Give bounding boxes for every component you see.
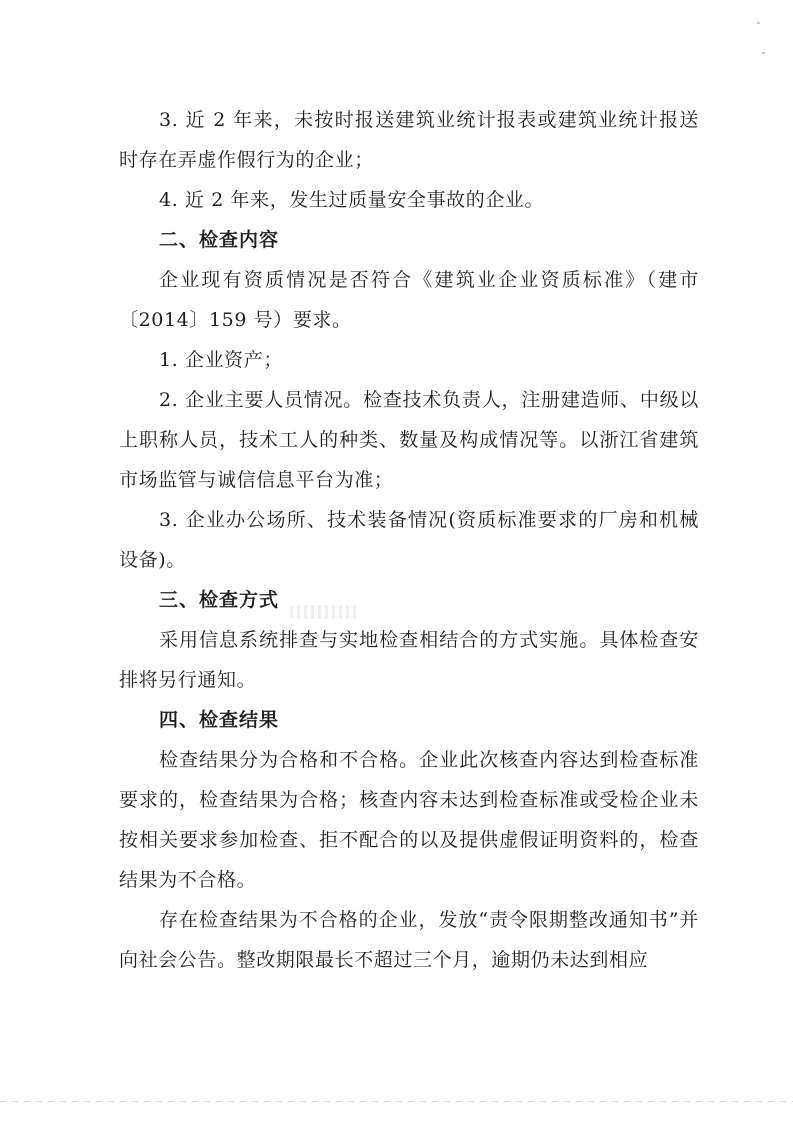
- section-heading-inspection-content: 二、检查内容: [159, 229, 280, 251]
- paragraph-assets: 1. 企业资产；: [159, 349, 283, 371]
- document-body: [119, 100, 699, 980]
- paragraph-office-equipment: 3. 企业办公场所、技术装备情况(资质标准要求的厂房和机械设备)。: [119, 509, 699, 571]
- paragraph-method: 采用信息系统排查与实地检查相结合的方式实施。具体检查安排将另行通知。: [119, 629, 699, 691]
- scan-speck: [762, 52, 765, 54]
- section-heading-inspection-method: 三、检查方式: [159, 589, 280, 611]
- paragraph-item-4: 4. 近 2 年来，发生过质量安全事故的企业。: [159, 189, 545, 211]
- paragraph-qualification-standard: 企业现有资质情况是否符合《建筑业企业资质标准》（建市〔2014〕159 号）要求。: [119, 269, 699, 331]
- section-heading-inspection-result: 四、检查结果: [159, 709, 280, 731]
- scan-edge-line: [0, 1101, 793, 1102]
- paragraph-rectification: 存在检查结果为不合格的企业，发放“责令限期整改通知书”并向社会公告。整改期限最长不超过三个月，逾期仍未达到相应: [119, 909, 699, 971]
- paragraph-result: 检查结果分为合格和不合格。企业此次核查内容达到检查标准要求的，检查结果为合格；核查内容未达到检查标准或受检企业未按相关要求参加检查、拒不配合的以及提供虚假证明资料的，检查结果为不合格。: [119, 749, 699, 891]
- scan-speck: [757, 22, 760, 24]
- paragraph-personnel: 2. 企业主要人员情况。检查技术负责人，注册建造师、中级以上职称人员，技术工人的种类、数量及构成情况等。以浙江省建筑市场监管与诚信信息平台为准；: [119, 389, 699, 491]
- paragraph-item-3: 3. 近 2 年来，未按时报送建筑业统计报表或建筑业统计报送时存在弄虚作假行为的企业；: [119, 109, 699, 171]
